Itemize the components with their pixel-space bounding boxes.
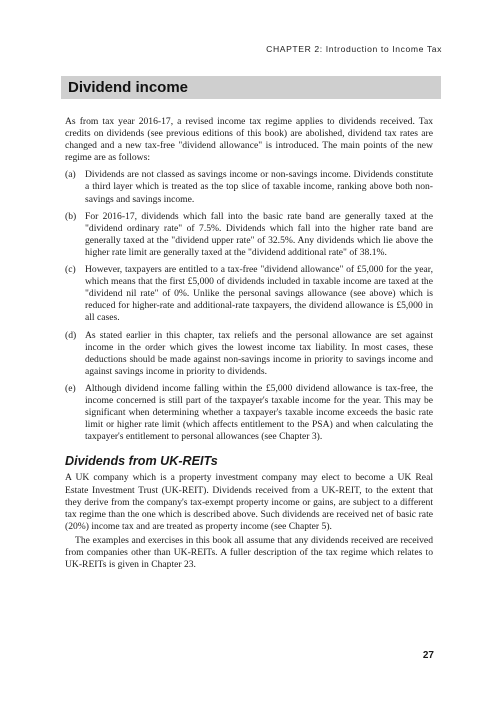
subsection-title: Dividends from UK-REITs [65,454,218,469]
list-item [65,383,433,443]
list-item-label: (e) [65,382,76,394]
list-item-text: Although dividend income falling within the £5,000 dividend allowance is tax-free, the income concerned is still part of the taxpayer's taxable income for the year. This may be significant when determining whether a taxpayer's taxable income exceeds the basic rate limit or higher rate limit (which affects entitlement to the PSA) and when calculating the taxpayer's entitlement to personal allowances (see Chapter 3). [85,382,433,443]
list-item [65,330,433,378]
main-content [65,116,433,571]
list-item [65,169,433,205]
list-item-text: As stated earlier in this chapter, tax reliefs and the personal allowance are set against income in the order which gives the lowest income tax liability. In most cases, these deductions should be made against non-savings income in priority to savings income and against savings income in priority to dividends. [85,329,433,377]
intro-paragraph: As from tax year 2016-17, a revised income tax regime applies to dividends received. Tax credits on dividends (see previous editions of this book) are abolished, dividend tax rates are changed and a new tax-free "dividend allowance" is introduced. The main points of the new regime are as follows: [65,116,433,164]
list-item-label: (c) [65,264,76,276]
section-title: Dividend income [68,79,189,96]
list-item-text: However, taxpayers are entitled to a tax-free "dividend allowance" of £5,000 for the year, which means that the first £5,000 of dividends included in taxable income are taxed at the "dividend nil rate" of 0%. Unlike the personal savings allowance (see above) which is reduced for higher-rate and additional-rate taxpayers, the dividend allowance is £5,000 in all cases. [85,264,433,324]
list-item-label: (b) [65,210,77,222]
list-item-label: (d) [65,329,77,341]
page-number: 27 [422,650,434,661]
chapter-header: CHAPTER 2: Introduction to Income Tax [266,44,442,54]
reit-paragraph-1: A UK company which is a property investment company may elect to become a UK Real Estate Investment Trust (UK-REIT). Dividends received from a UK-REIT, to the extent that they derive from the company's tax-exempt property income or gains, are subject to a different tax regime than the one which is described above. Such dividends are received net of basic rate (20%) income tax and are treated as property income (see Chapter 5). [65,472,433,532]
reit-paragraph-2: The examples and exercises in this book all assume that any dividends received are received from companies other than UK-REITs. A fuller description of the tax regime which relates to UK-REITs is given in Chapter 23. [65,534,433,571]
list-item [65,264,433,324]
list-item [65,211,433,259]
list-item-label: (a) [65,169,76,181]
list-item-text: For 2016-17, dividends which fall into the basic rate band are generally taxed at the "dividend ordinary rate" of 7.5%. Dividends which fall into the higher rate band are generally taxed at the "dividend upper rate" of 32.5%. Any dividends which lie above the higher rate limit are generally taxed at the "dividend additional rate" of 38.1%. [85,210,433,258]
list-item-text: Dividends are not classed as savings income or non-savings income. Dividends constitute a third layer which is treated as the top slice of taxable income, ranking above both non-savings and savings income. [85,169,433,205]
